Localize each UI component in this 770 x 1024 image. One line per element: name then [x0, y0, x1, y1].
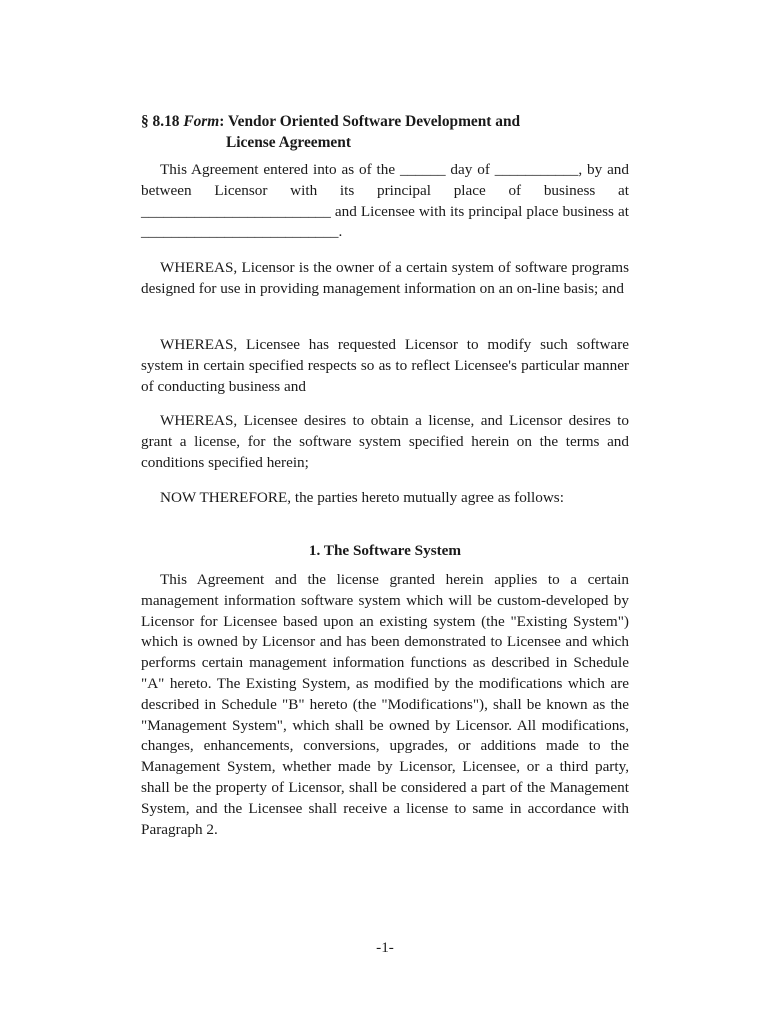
preamble-paragraph: This Agreement entered into as of the ______ day of ___________, by and between Licensor with its principal place of business at _________________________ and Licensee with its principal place business at __________________________. [141, 161, 629, 241]
title-line-2: License Agreement [226, 134, 351, 151]
now-therefore-paragraph: NOW THEREFORE, the parties hereto mutually agree as follows: [160, 489, 564, 506]
title-section-number: § 8.18 [141, 113, 180, 130]
whereas-paragraph-1: WHEREAS, Licensor is the owner of a certain system of software programs designed for use in providing management information on an on-line basis; and [141, 259, 629, 297]
page-number: -1- [376, 939, 394, 956]
whereas-paragraph-2: WHEREAS, Licensee has requested Licensor to modify such software system in certain specified respects so as to reflect Licensee's particular manner of conducting business and [141, 336, 629, 395]
whereas-paragraph-3: WHEREAS, Licensee desires to obtain a license, and Licensor desires to grant a license, for the software system specified herein on the terms and conditions specified herein; [141, 412, 629, 471]
title-line-1: : Vendor Oriented Software Development and [219, 113, 521, 130]
section-heading: 1. The Software System [308, 542, 462, 559]
document-title [141, 111, 641, 153]
title-form-label: Form [183, 113, 220, 130]
section-body-paragraph: This Agreement and the license granted herein applies to a certain management information software system which will be custom-developed by Licensor for Licensee based upon an existing system (the "Existing System") which is owned by Licensor and has been demonstrated to Licensee and which performs certain management information functions as described in Schedule "A" hereto. The Existing System, as modified by the modifications which are described in Schedule "B" hereto (the "Modifications"), shall be known as the "Management System", which shall be owned by Licensor. All modifications, changes, enhancements, conversions, upgrades, or additions made to the Management System, whether made by Licensor, Licensee, or a third party, shall be the property of Licensor, shall be considered a part of the Management System, and the Licensee shall receive a license to same in accordance with Paragraph 2. [141, 571, 629, 838]
